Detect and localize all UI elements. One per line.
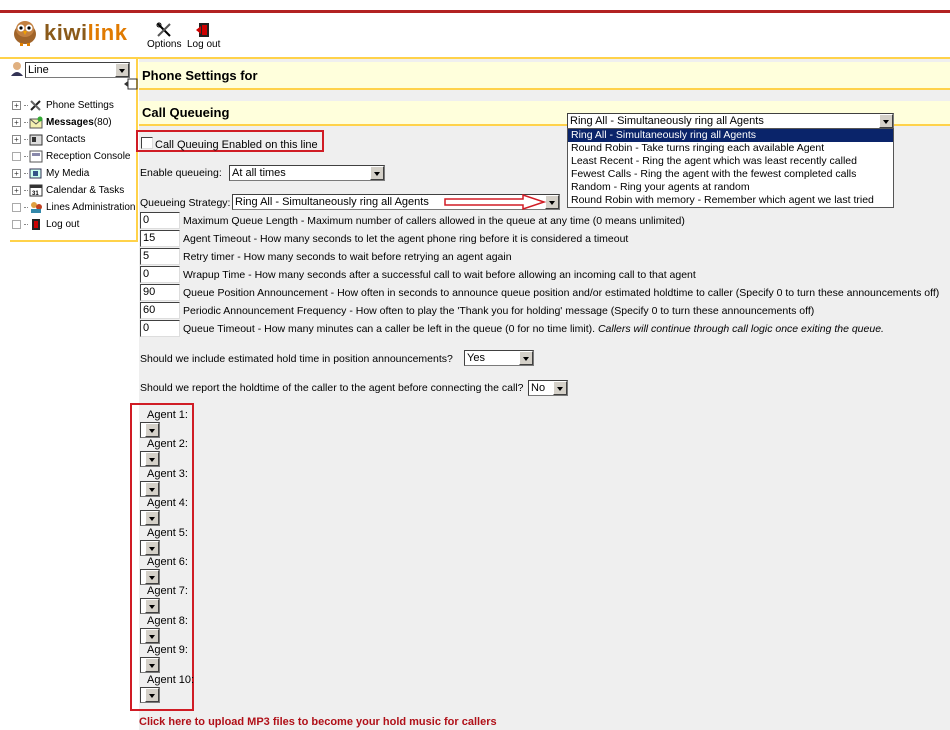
tree-item-contacts[interactable]	[12, 131, 85, 147]
queue-field-label: Agent Timeout - How many seconds to let the agent phone ring before it is considered a timeout	[183, 233, 629, 245]
strategy-dropdown-list	[567, 128, 894, 208]
agent-select[interactable]	[140, 481, 160, 497]
agent-select[interactable]	[140, 451, 160, 467]
agent-label: Agent 8:	[147, 614, 188, 627]
tree-item-reception-console[interactable]	[12, 148, 131, 164]
section-title: Call Queueing	[139, 101, 950, 126]
strategy-option[interactable]: Least Recent - Ring the agent which was least recently called	[571, 155, 857, 167]
expand-icon[interactable]: +	[12, 135, 21, 144]
chevron-down-icon	[145, 541, 159, 555]
queue-field-input[interactable]: 0	[140, 320, 180, 337]
chevron-down-icon	[553, 381, 567, 395]
queue-field-label: Maximum Queue Length - Maximum number of callers allowed in the queue at any time (0 means unlimited)	[183, 215, 685, 227]
strategy-select-top[interactable]	[567, 113, 894, 129]
chevron-down-icon	[145, 688, 159, 702]
tools-icon	[156, 22, 172, 38]
report-question: Should we report the holdtime of the caller to the agent before connecting the call?	[140, 382, 524, 394]
agent-label: Agent 6:	[147, 556, 188, 568]
contacts-icon	[29, 133, 43, 146]
tree-leaf-icon	[12, 220, 21, 229]
strategy-option[interactable]: Round Robin with memory - Remember which agent we last tried	[571, 194, 874, 206]
chevron-down-icon	[145, 658, 159, 672]
queue-field-input[interactable]: 0	[140, 212, 180, 229]
agent-select[interactable]	[140, 422, 160, 438]
tree-item-label: Contacts	[46, 133, 86, 145]
logout-icon	[196, 22, 212, 38]
agent-label: Agent 5:	[147, 526, 188, 539]
chevron-down-icon	[145, 482, 159, 496]
calendar-icon	[29, 184, 43, 197]
queue-field-input[interactable]: 60	[140, 302, 180, 319]
tree-connector	[24, 139, 28, 140]
chevron-down-icon	[115, 63, 129, 77]
agent-select[interactable]	[140, 510, 160, 526]
tree-item-label: Reception Console	[46, 150, 131, 162]
options-button[interactable]	[147, 22, 181, 50]
queue-field-input[interactable]: 15	[140, 230, 180, 247]
queue-field-input[interactable]: 90	[140, 284, 180, 301]
top-accent-bar	[0, 10, 950, 13]
strategy-option[interactable]: Fewest Calls - Ring the agent with the fewest completed calls	[571, 168, 857, 180]
tree-item-label: Calendar & Tasks	[46, 184, 125, 196]
logo-text-kiwi: kiwi	[44, 20, 88, 45]
holdtime-value: Yes	[467, 352, 485, 364]
tree-connector	[24, 207, 28, 208]
agent-select[interactable]	[140, 540, 160, 556]
chevron-down-icon	[145, 511, 159, 525]
panel-collapse-icon[interactable]	[124, 78, 138, 90]
holdtime-question: Should we include estimated hold time in position announcements?	[140, 353, 453, 365]
queue-field-input[interactable]: 5	[140, 248, 180, 265]
page-title: Phone Settings for	[139, 62, 950, 90]
options-label: Options	[147, 39, 182, 50]
tree-connector	[24, 156, 28, 157]
agent-select[interactable]	[140, 598, 160, 614]
expand-icon[interactable]: +	[12, 101, 21, 110]
chevron-down-icon	[879, 114, 893, 128]
strategy-select-top-value: Ring All - Simultaneously ring all Agents	[570, 115, 764, 127]
tree-item-log-out[interactable]	[12, 216, 79, 232]
strategy-option[interactable]: Random - Ring your agents at random	[571, 181, 750, 193]
envelope-icon	[29, 116, 43, 129]
queue-field-label: Wrapup Time - How many seconds after a successful call to wait before allowing an incoming call to that agent	[183, 269, 696, 281]
chevron-down-icon	[370, 166, 384, 180]
agent-label: Agent 1:	[147, 409, 188, 421]
calendar-day-text: 31	[32, 190, 39, 197]
queue-field-label: Retry timer - How many seconds to wait before retrying an agent again	[183, 251, 512, 263]
tree-leaf-icon	[12, 152, 21, 161]
tree-item-label: Log out	[46, 218, 80, 230]
user-icon	[10, 61, 25, 76]
kiwi-bird-icon	[10, 18, 40, 46]
expand-icon[interactable]: +	[12, 169, 21, 178]
agent-select[interactable]	[140, 687, 160, 703]
expand-icon[interactable]: +	[12, 118, 21, 127]
queue-enabled-checkbox[interactable]	[141, 137, 153, 149]
media-icon	[29, 167, 43, 180]
agent-label: Agent 4:	[147, 497, 188, 510]
agent-select[interactable]	[140, 569, 160, 585]
tree-item-label: My Media	[46, 167, 90, 179]
chevron-down-icon	[545, 195, 559, 209]
queue-field-label: Periodic Announcement Frequency - How often to play the 'Thank you for holding' message (Specify 0 to turn these announcements off)	[183, 305, 815, 317]
chevron-down-icon	[145, 570, 159, 584]
tree-item-my-media[interactable]	[12, 165, 89, 181]
kiwilink-logo[interactable]	[10, 16, 135, 48]
arrow-right-icon	[443, 194, 547, 210]
tree-item-label: Lines Administration	[46, 201, 136, 213]
logo-text-link: link	[87, 20, 128, 45]
messages-count: (80)	[93, 116, 112, 128]
tree-item-messages[interactable]	[12, 114, 112, 130]
upload-hold-music-link[interactable]: Click here to upload MP3 files to become your hold music for callers	[139, 716, 497, 728]
queue-enabled-label: Call Queuing Enabled on this line	[155, 139, 318, 151]
tree-connector	[24, 173, 28, 174]
report-value: No	[531, 382, 546, 394]
report-select[interactable]	[528, 380, 568, 396]
tree-item-phone-settings[interactable]	[12, 97, 114, 113]
tree-connector	[24, 105, 28, 106]
strategy-label: Queueing Strategy:	[140, 197, 231, 209]
toolbar-logout-button[interactable]	[187, 22, 220, 50]
line-select-value: Line	[28, 64, 49, 76]
tree-leaf-icon	[12, 203, 21, 212]
chevron-down-icon	[519, 351, 533, 365]
logout-icon	[29, 218, 43, 231]
agent-label: Agent 3:	[147, 467, 188, 480]
tree-item-calendar-tasks[interactable]	[12, 182, 124, 198]
queue-field-note: Callers will continue through call logic once exiting the queue.	[597, 323, 884, 335]
enable-queueing-value: At all times	[232, 167, 286, 179]
expand-icon[interactable]: +	[12, 186, 21, 195]
queue-field-input[interactable]: 0	[140, 266, 180, 283]
agent-select[interactable]	[140, 657, 160, 673]
tools-icon	[29, 99, 43, 112]
logo-wordmark	[44, 20, 127, 46]
holdtime-select[interactable]	[464, 350, 534, 366]
tree-item-label: Messages	[46, 116, 94, 128]
strategy-option[interactable]: Ring All - Simultaneously ring all Agents	[568, 129, 893, 142]
enable-queueing-select[interactable]	[229, 165, 385, 181]
agent-label: Agent 9:	[147, 644, 188, 657]
chevron-down-icon	[145, 629, 159, 643]
tree-connector	[24, 190, 28, 191]
queue-field-label: Queue Timeout - How many minutes can a caller be left in the queue (0 for no time limit). Callers will continue through call logic once exiting the queue.	[183, 323, 884, 335]
queue-field-label: Queue Position Announcement - How often in seconds to announce queue position and/or estimated holdtime to caller (Specify 0 to turn these announcements off)	[183, 287, 940, 299]
tree-item-label: Phone Settings	[46, 99, 114, 111]
agent-label: Agent 10:	[147, 673, 195, 686]
agent-label: Agent 7:	[147, 585, 188, 598]
tree-item-lines-administration[interactable]	[12, 199, 136, 215]
agent-label: Agent 2:	[147, 438, 188, 451]
strategy-value: Ring All - Simultaneously ring all Agents	[235, 196, 429, 208]
console-icon	[29, 150, 43, 163]
chevron-down-icon	[145, 599, 159, 613]
chevron-down-icon	[145, 423, 159, 437]
line-select[interactable]	[25, 62, 130, 78]
logout-label: Log out	[187, 39, 221, 50]
users-icon	[29, 201, 43, 214]
agent-select[interactable]	[140, 628, 160, 644]
tree-connector	[24, 224, 28, 225]
enable-queueing-label: Enable queueing:	[140, 167, 222, 179]
tree-connector	[24, 122, 28, 123]
strategy-option[interactable]: Round Robin - Take turns ringing each available Agent	[571, 142, 825, 154]
chevron-down-icon	[145, 452, 159, 466]
